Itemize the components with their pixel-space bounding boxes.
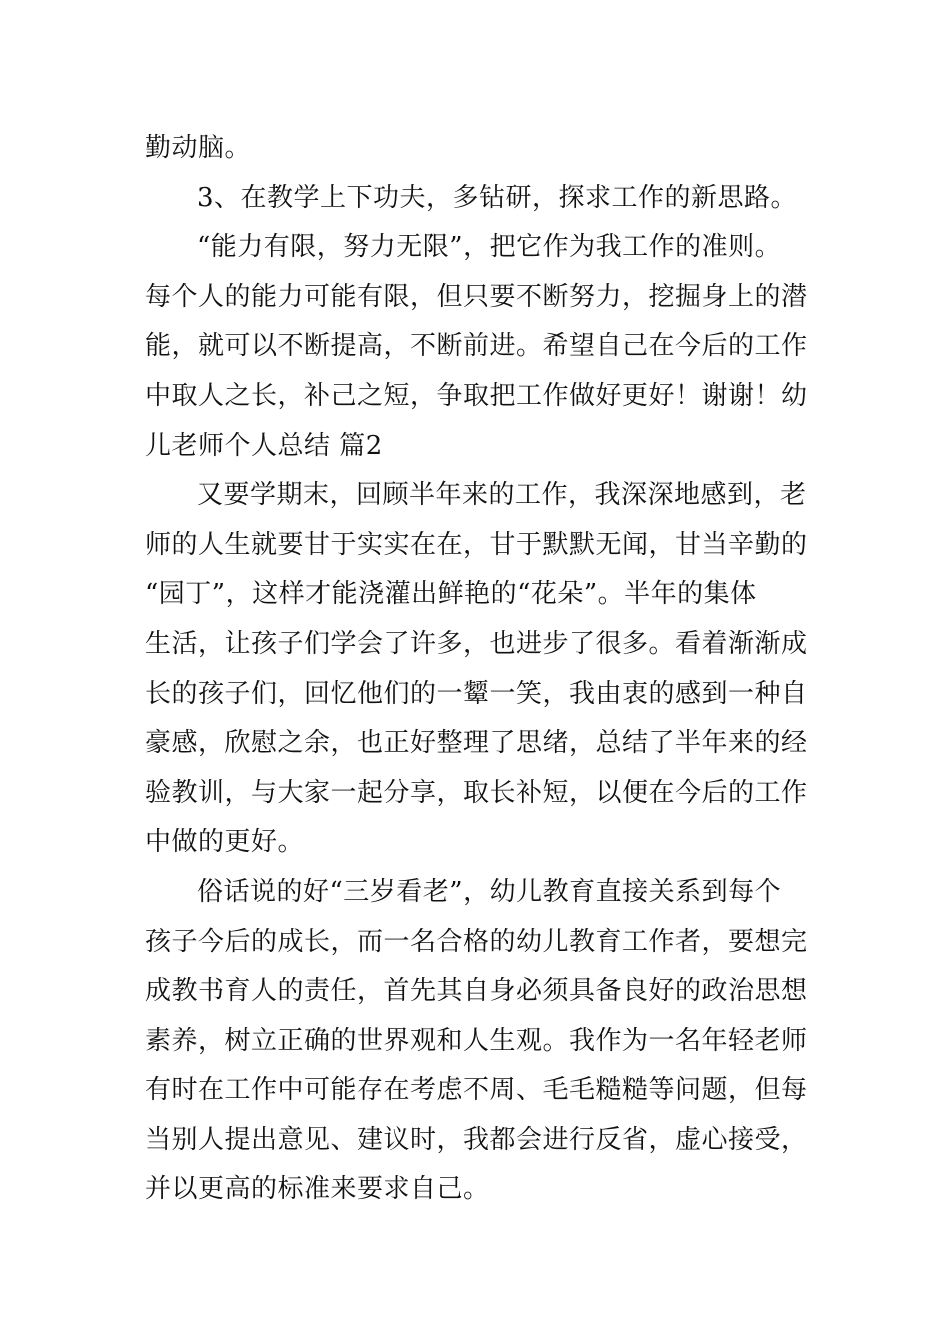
text-line: 素养，树立正确的世界观和人生观。我作为一名年轻老师: [145, 1025, 808, 1056]
text-line: 孩子今后的成长，而一名合格的幼儿教育工作者，要想完: [145, 926, 808, 957]
text-line: “园丁”，这样才能浇灌出鲜艳的“花朵”。半年的集体: [145, 579, 757, 610]
text-line: 勤动脑。: [145, 133, 252, 163]
text-line: 中取人之长，补己之短，争取把工作做好更好！谢谢！幼: [145, 380, 808, 411]
text-line: 3、在教学上下功夫，多钻研，探求工作的新思路。: [197, 182, 798, 213]
text-line: 每个人的能力可能有限，但只要不断努力，挖掘身上的潜: [145, 281, 808, 312]
text-line: 又要学期末，回顾半年来的工作，我深深地感到，老: [197, 480, 807, 511]
text-line: 验教训，与大家一起分享，取长补短，以便在今后的工作: [145, 777, 808, 808]
text-line: 当别人提出意见、建议时，我都会进行反省，虚心接受，: [145, 1124, 808, 1155]
text-line: 生活，让孩子们学会了许多，也进步了很多。看着渐渐成: [145, 628, 808, 659]
text-line: “能力有限，努力无限”，把它作为我工作的准则。: [197, 232, 782, 263]
text-line: 成教书育人的责任，首先其自身必须具备良好的政治思想: [145, 976, 808, 1007]
text-line: 长的孩子们，回忆他们的一颦一笑，我由衷的感到一种自: [145, 678, 808, 709]
document-body: [145, 124, 807, 1215]
text-line: 能，就可以不断提高，不断前进。希望自己在今后的工作: [145, 331, 808, 362]
text-line: 有时在工作中可能存在考虑不周、毛毛糙糙等问题，但每: [145, 1075, 808, 1106]
text-line: 师的人生就要甘于实实在在，甘于默默无闻，甘当辛勤的: [145, 529, 808, 560]
text-line: 俗话说的好“三岁看老”，幼儿教育直接关系到每个: [197, 876, 782, 907]
text-line: 并以更高的标准来要求自己。: [145, 1174, 490, 1205]
text-line: 中做的更好。: [145, 827, 305, 858]
text-line: 豪感，欣慰之余，也正好整理了思绪，总结了半年来的经: [145, 728, 808, 759]
section-heading-line: 儿老师个人总结 篇2: [145, 430, 383, 461]
